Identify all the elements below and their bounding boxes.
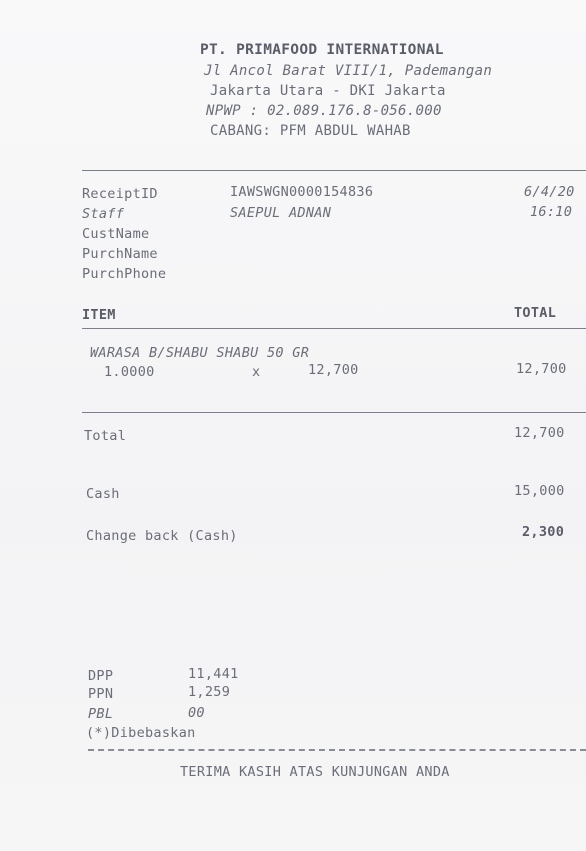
receipt-date: 6/4/20 bbox=[524, 184, 575, 200]
receipt-id-value: IAWSWGN0000154836 bbox=[230, 184, 374, 200]
purch-phone-label: PurchPhone bbox=[82, 266, 167, 282]
total-value: 12,700 bbox=[514, 425, 565, 441]
address-line-2: Jakarta Utara - DKI Jakarta bbox=[210, 83, 446, 99]
change-label: Change back (Cash) bbox=[86, 528, 238, 544]
dashed-divider bbox=[88, 749, 586, 751]
column-item: ITEM bbox=[82, 307, 116, 323]
company-name: PT. PRIMAFOOD INTERNATIONAL bbox=[200, 42, 444, 58]
divider bbox=[82, 328, 586, 329]
change-value: 2,300 bbox=[522, 524, 565, 540]
cash-label: Cash bbox=[86, 486, 120, 502]
item-qty: 1.0000 bbox=[104, 364, 155, 380]
pbl-label: PBL bbox=[88, 706, 114, 722]
item-x: x bbox=[252, 364, 261, 380]
total-label: Total bbox=[84, 428, 127, 444]
npwp: NPWP : 02.089.176.8-056.000 bbox=[206, 103, 442, 119]
staff-label: Staff bbox=[82, 206, 125, 222]
branch: CABANG: PFM ABDUL WAHAB bbox=[210, 123, 411, 139]
cust-name-label: CustName bbox=[82, 226, 150, 242]
dpp-label: DPP bbox=[88, 668, 114, 684]
receipt-time: 16:10 bbox=[530, 204, 573, 220]
thank-you-message: TERIMA KASIH ATAS KUNJUNGAN ANDA bbox=[180, 764, 450, 780]
tax-note: (*)Dibebaskan bbox=[86, 725, 196, 741]
cash-value: 15,000 bbox=[514, 483, 565, 499]
item-name: WARASA B/SHABU SHABU 50 GR bbox=[90, 345, 310, 361]
column-total: TOTAL bbox=[514, 305, 557, 321]
item-total: 12,700 bbox=[516, 361, 567, 377]
dpp-value: 11,441 bbox=[188, 666, 239, 682]
receipt-id-label: ReceiptID bbox=[82, 186, 158, 202]
ppn-label: PPN bbox=[88, 686, 114, 702]
pbl-value: 00 bbox=[188, 705, 205, 721]
staff-value: SAEPUL ADNAN bbox=[230, 205, 332, 221]
purch-name-label: PurchName bbox=[82, 246, 158, 262]
divider bbox=[82, 412, 586, 413]
divider bbox=[82, 170, 586, 171]
address-line-1: Jl Ancol Barat VIII/1, Pademangan bbox=[204, 63, 493, 79]
ppn-value: 1,259 bbox=[188, 684, 231, 700]
item-price: 12,700 bbox=[308, 362, 359, 378]
